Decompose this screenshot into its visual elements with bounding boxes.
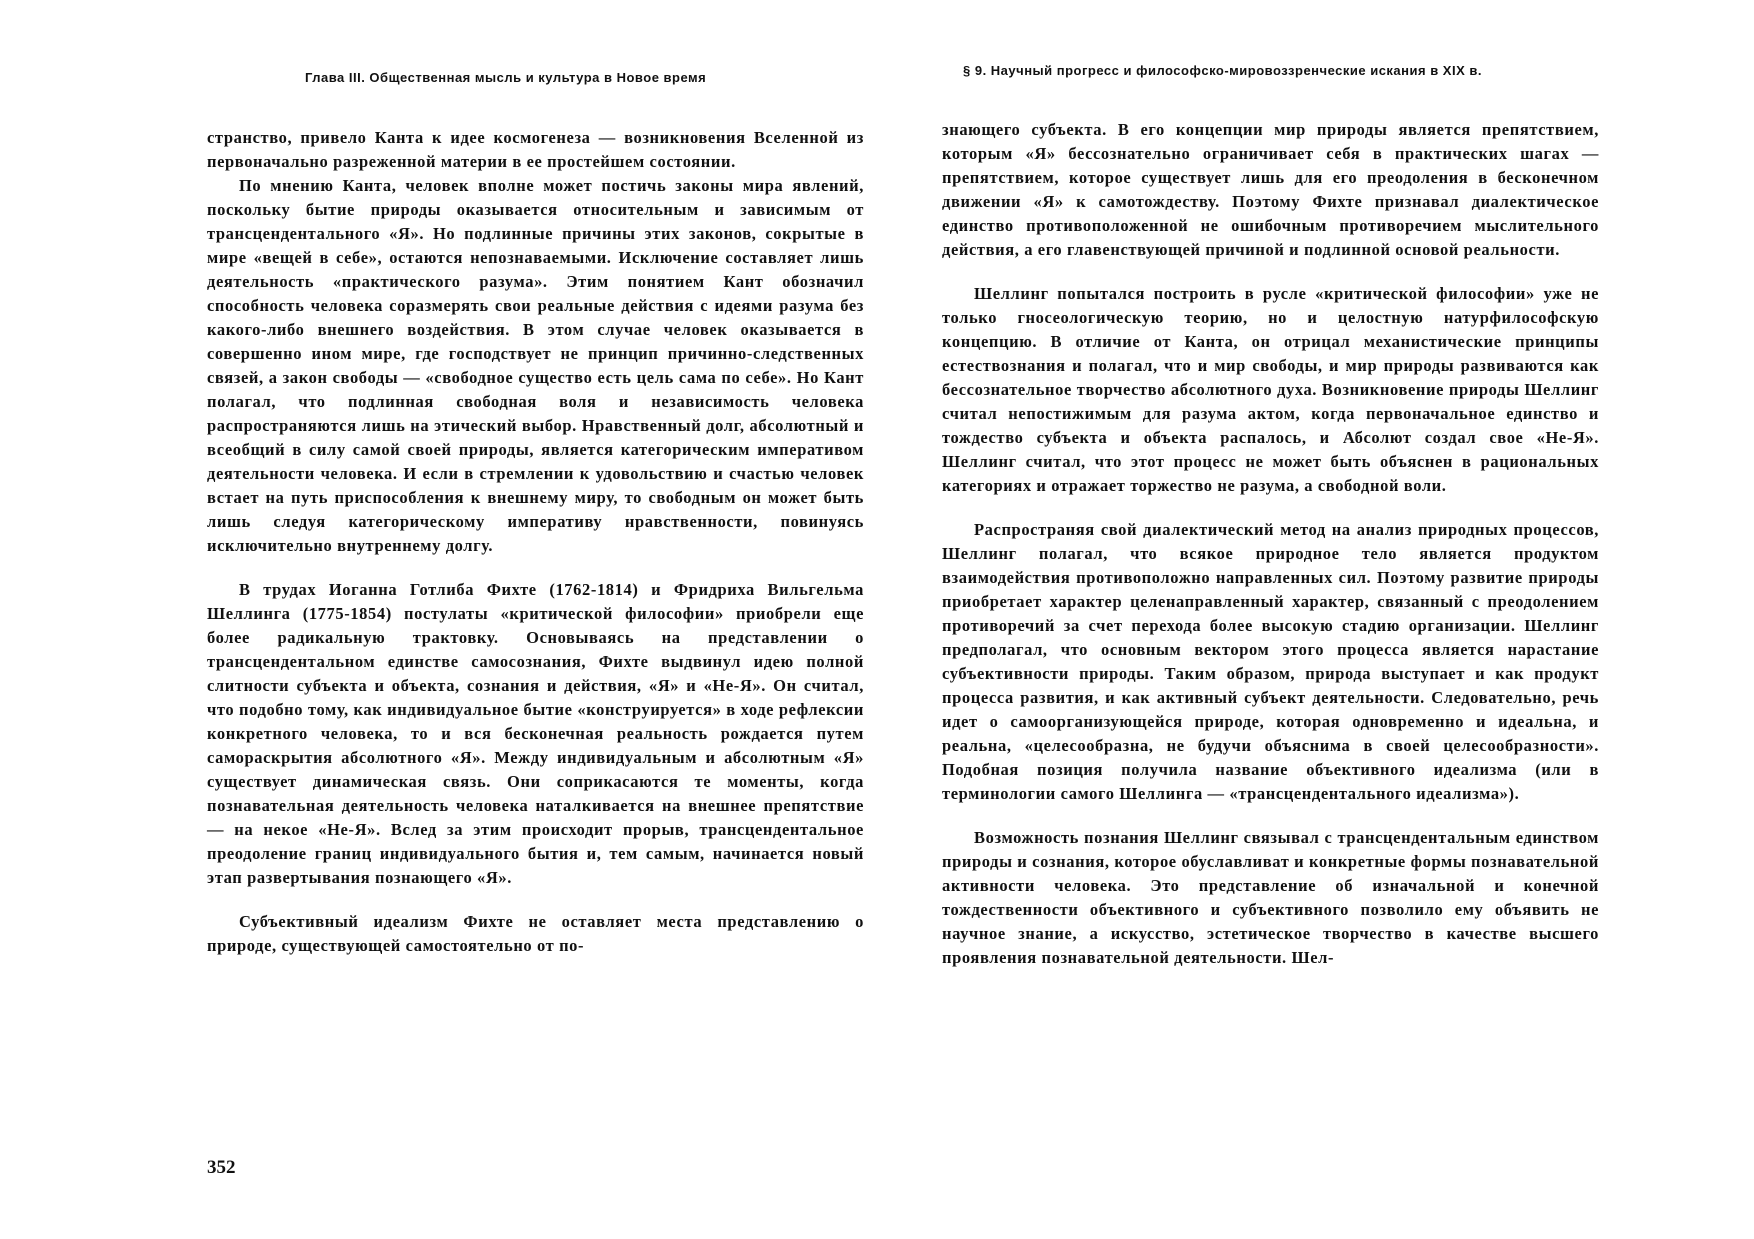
page-number: 352 [207,1157,236,1178]
paragraph: странство, привело Канта к идее космогенеза — возникновения Вселенной из первоначально разреженной материи в ее простейшем состоянии. [207,128,864,171]
paragraph: Возможность познания Шеллинг связывал с трансцендентальным единством природы и сознания, которое обуславливат и конкретные формы познавательной активности человека. Это представление об изначальной и конечной тождественности объективного и субъективного позволило ему объявить не научное знание, а искусство, эстетическое творчество в качестве высшего проявления познавательной деятельности. Шел- [942,828,1599,967]
paragraph: Шеллинг попытался построить в русле «критической философии» уже не только гносеологическую теорию, но и целостную натурфилософскую концепцию. В отличие от Канта, он отрицал механистические принципы естествознания и полагал, что и мир свободы, и мир природы развиваются как бессознательное творчество абсолютного духа. Возникновение природы Шеллинг считал непостижимым для разума актом, когда первоначальное единство и тождество субъекта и объекта распалось, и Абсолют создал свое «Не-Я». Шеллинг считал, что этот процесс не может быть объяснен в рациональных категориях и отражает торжество не разума, а свободной воли. [942,284,1599,495]
paragraph: Распространяя свой диалектический метод на анализ природных процессов, Шеллинг полагал, что всякое природное тело является продуктом взаимодействия противоположно направленных сил. Поэтому развитие природы приобретает характер целенаправленный характер, связанный с преодолением противоречий за счет перехода более высокую стадию организации. Шеллинг предполагал, что основным вектором этого процесса является нарастание субъективности природы. Таким образом, природа выступает и как продукт процесса развития, и как активный субъект деятельности. Следовательно, речь идет о самоорганизующейся природе, которая одновременно и идеальна, и реальна, «целесообразна, не будучи объяснима в своей целесообразности». Подобная позиция получила название объективного идеализма (или в терминологии самого Шеллинга — «трансцендентального идеализма»). [942,520,1599,803]
paragraph: знающего субъекта. В его концепции мир природы является препятствием, которым «Я» бессознательно ограничивает себя в практических шагах — препятствием, которое существует лишь для его преодоления в бесконечном движении «Я» к самотождеству. Поэтому Фихте признавал диалектическое единство противоположенной не ошибочным противоречием мыслительного действия, а его главенствующей причиной и подлинной основой реальности. [942,120,1599,259]
running-header-right: § 9. Научный прогресс и философско-мировоззренческие искания в XIX в. [963,63,1482,78]
paragraph: Субъективный идеализм Фихте не оставляет места представлению о природе, существующей самостоятельно от по- [207,912,864,955]
right-page-text [942,118,1599,970]
running-header-left: Глава III. Общественная мысль и культура в Новое время [305,70,707,85]
paragraph: По мнению Канта, человек вполне может постичь законы мира явлений, поскольку бытие природы оказывается относительным и зависимым от трансцендентального «Я». Но подлинные причины этих законов, сокрытые в мире «вещей в себе», остаются непознаваемыми. Исключение составляет лишь деятельность «практического разума». Этим понятием Кант обозначил способность человека соразмерять свои реальные действия с идеями разума без какого-либо внешнего воздействия. В этом случае человек оказывается в совершенно ином мире, где господствует не принцип причинно-следственных связей, а закон свободы — «свободное существо есть цель сама по себе». Но Кант полагал, что подлинная свободная воля и независимость человека распространяются лишь на этический выбор. Нравственный долг, абсолютный и всеобщий в силу самой своей природы, является категорическим императивом деятельности человека. И если в стремлении к удовольствию и счастью человек встает на путь приспособления к внешнему миру, то свободным он может быть лишь следуя категорическому императиву нравственности, повинуясь исключительно внутреннему долгу. [207,176,864,555]
paragraph: В трудах Иоганна Готлиба Фихте (1762-1814) и Фридриха Вильгельма Шеллинга (1775-1854) постулаты «критической философии» приобрели еще более радикальную трактовку. Основываясь на представлении о трансцендентальном единстве самосознания, Фихте выдвинул идею полной слитности субъекта и объекта, сознания и действия, «Я» и «Не-Я». Он считал, что подобно тому, как индивидуальное бытие «конструируется» в ходе рефлексии конкретного человека, то и вся бесконечная реальность рождается путем самораскрытия абсолютного «Я». Между индивидуальным и абсолютным «Я» существует динамическая связь. Они соприкасаются те моменты, когда познавательная деятельность человека наталкивается на внешнее препятствие — на некое «Не-Я». Вслед за этим происходит прорыв, трансцендентальное преодоление границ индивидуального бытия и, тем самым, начинается новый этап развертывания познающего «Я». [207,580,864,887]
left-page-text [207,126,864,958]
